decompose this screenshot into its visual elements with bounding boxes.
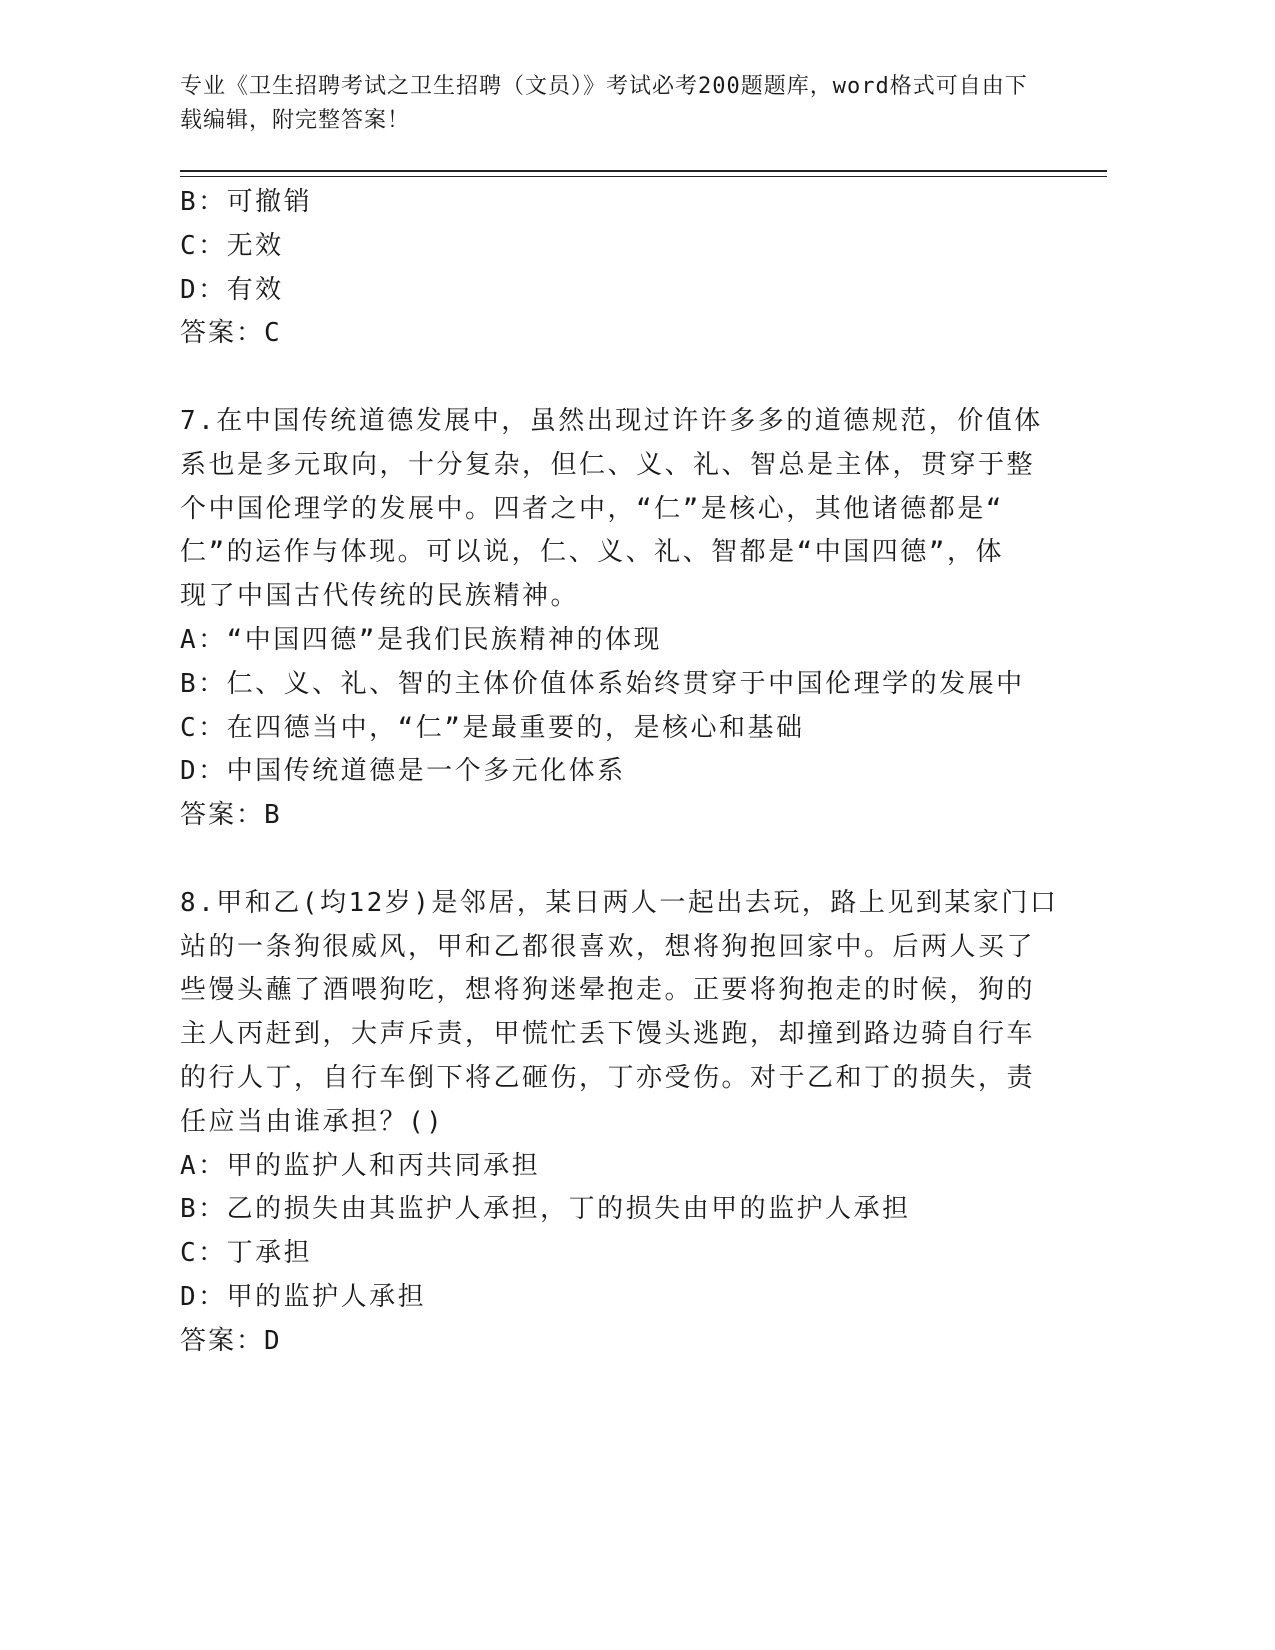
partial-question <box>180 181 1030 356</box>
option-a: A：甲的监护人和丙共同承担 <box>180 1150 541 1181</box>
option-d: D：有效 <box>180 274 284 305</box>
question-text-line: 的行人丁，自行车倒下将乙砸伤，丁亦受伤。对于乙和丁的损失，责 <box>180 1062 1036 1093</box>
header-divider-thin <box>180 176 1107 177</box>
question-text-line: 8.甲和乙(均12岁)是邻居，某日两人一起出去玩，路上见到某家门口 <box>180 887 1059 918</box>
option-b: B：乙的损失由其监护人承担，丁的损失由甲的监护人承担 <box>180 1194 911 1225</box>
option-b: B：可撤销 <box>180 187 313 217</box>
question-text-line: 个中国伦理学的发展中。四者之中，“仁”是核心，其他诸德都是“ <box>180 493 1004 524</box>
question-content <box>180 181 1059 1364</box>
spacer <box>180 838 1030 882</box>
question-text-line: 仁”的运作与体现。可以说，仁、义、礼、智都是“中国四德”，体 <box>180 537 1004 568</box>
option-b: B：仁、义、礼、智的主体价值体系始终贯穿于中国伦理学的发展中 <box>180 668 1025 699</box>
answer-line: 答案：C <box>180 318 282 349</box>
option-d: D：甲的监护人承担 <box>180 1281 427 1312</box>
question-text-line: 站的一条狗很威风，甲和乙都很喜欢，想将狗抱回家中。后两人买了 <box>180 931 1036 962</box>
question-7 <box>180 400 1043 838</box>
question-8 <box>180 882 1059 1364</box>
spacer <box>180 356 1030 400</box>
answer-line: 答案：D <box>180 1325 282 1356</box>
option-c: C：在四德当中，“仁”是最重要的，是核心和基础 <box>180 712 805 743</box>
document-header: 专业《卫生招聘考试之卫生招聘（文员）》考试必考200题题库，word格式可自由下载编辑，附完整答案！ <box>180 74 1028 133</box>
question-text-line: 7.在中国传统道德发展中，虽然出现过许许多多的道德规范，价值体 <box>180 405 1043 436</box>
question-text-line: 主人丙赶到，大声斥责，甲慌忙丢下馒头逃跑，却撞到路边骑自行车 <box>180 1019 1036 1050</box>
question-text-line: 系也是多元取向，十分复杂，但仁、义、礼、智总是主体，贯穿于整 <box>180 449 1036 480</box>
option-c: C：无效 <box>180 230 284 261</box>
option-c: C：丁承担 <box>180 1238 313 1269</box>
option-d: D：中国传统道德是一个多元化体系 <box>180 756 626 787</box>
option-a: A：“中国四德”是我们民族精神的体现 <box>180 624 662 655</box>
question-text-line: 任应当由谁承担？() <box>180 1106 445 1137</box>
question-text-line: 些馒头蘸了酒喂狗吃，想将狗迷晕抱走。正要将狗抱走的时候，狗的 <box>180 975 1036 1006</box>
header-divider-thick <box>180 170 1107 172</box>
answer-line: 答案：B <box>180 800 282 831</box>
question-text-line: 现了中国古代传统的民族精神。 <box>180 581 580 612</box>
